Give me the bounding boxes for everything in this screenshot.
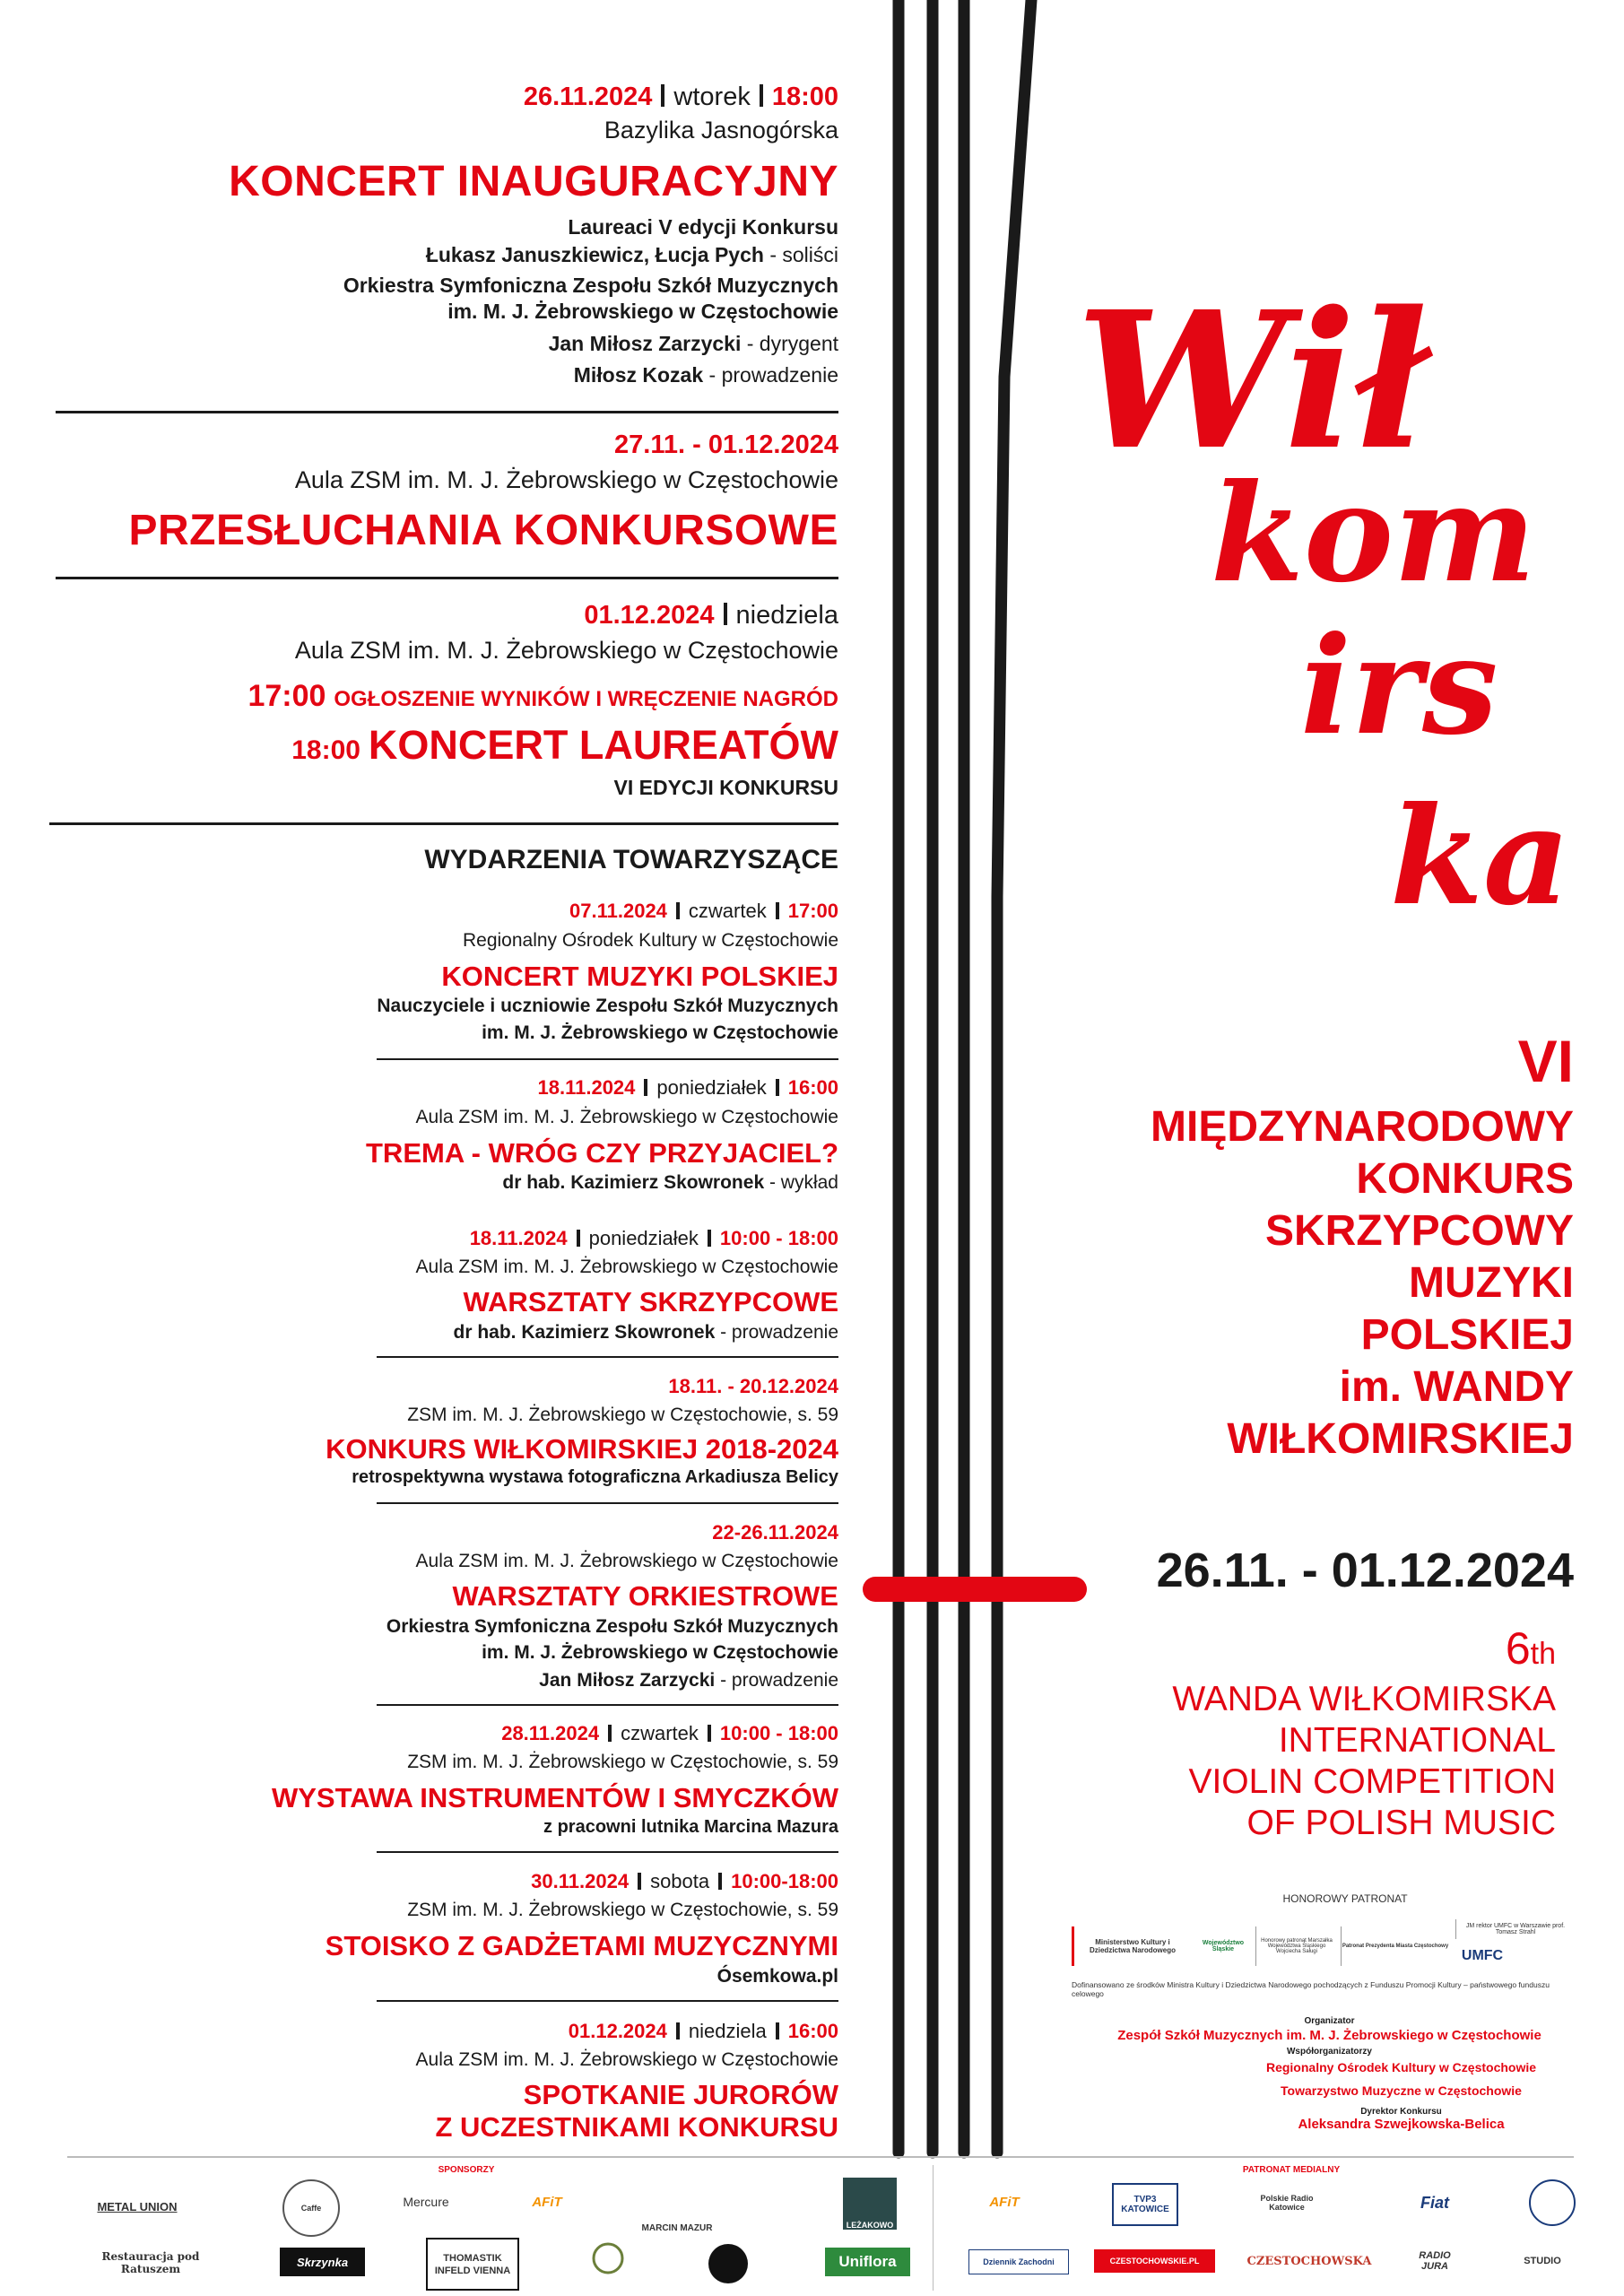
sponsor-logo: Skrzynka	[280, 2248, 365, 2276]
side5-d3: Jan Miłosz Zarzycki - prowadzenie	[539, 1670, 838, 1691]
script-line: ka	[1390, 778, 1571, 935]
side3-title: WARSZTATY SKRZYPCOWE	[463, 1286, 838, 1318]
media-logo: Fiat	[1420, 2193, 1449, 2212]
edition-number: VI	[1517, 1028, 1574, 1094]
bridge-bar	[863, 1577, 1087, 1602]
english-ordinal-suffix: th	[1530, 1637, 1556, 1671]
side-heading: WYDARZENIA TOWARZYSZĄCE	[424, 845, 838, 874]
headline-line: WIŁKOMIRSKIEJ	[1227, 1415, 1574, 1463]
event1-date: 26.11.2024	[523, 83, 653, 111]
sponsor-logo: LEŻAKOWO	[843, 2178, 897, 2230]
headline-line: POLSKIEJ	[1360, 1311, 1574, 1359]
media-logo: RADIO JURA	[1419, 2250, 1451, 2272]
sponsor-logo: Mercure	[403, 2195, 449, 2209]
side1-dateline: 07.11.2024 czwartek 17:00	[569, 900, 838, 922]
media-logo: CZESTOCHOWSKA	[1246, 2254, 1372, 2268]
sponsor-logo: MARCIN MAZUR	[641, 2223, 713, 2233]
umfc-logo: UMFC	[1461, 1948, 1504, 1963]
side8-title2: Z UCZESTNIKAMI KONKURSU	[435, 2111, 838, 2143]
coorganizer-tmc: Towarzystwo Muzyczne w Częstochowie	[1281, 2083, 1522, 2098]
ministry-logo: Ministerstwo Kultury i Dziedzictwa Narodowego	[1072, 1926, 1191, 1966]
media-logo	[1529, 2179, 1576, 2226]
side2-title: TREMA - WRÓG CZY PRZYJACIEL?	[366, 1137, 838, 1169]
event1-soloists: Łukasz Januszkiewicz, Łucja Pych - soliści	[425, 243, 838, 266]
side7-d1: Ósemkowa.pl	[716, 1966, 838, 1987]
side6-dateline: 28.11.2024 czwartek 10:00 - 18:00	[501, 1722, 838, 1744]
city-president-logo: Patronat Prezydenta Miasta Częstochowy	[1341, 1926, 1449, 1966]
event1-day: wtorek	[673, 83, 751, 111]
headline-line: MUZYKI	[1409, 1259, 1574, 1307]
side4-date: 18.11. - 20.12.2024	[668, 1375, 838, 1397]
event3-dateline: 01.12.2024 niedziela	[584, 601, 838, 630]
director-name: Aleksandra Szwejkowska-Belica	[1298, 2117, 1505, 2132]
headline-line: im. WANDY	[1339, 1363, 1574, 1411]
script-line: irs	[1300, 607, 1498, 765]
side8-title: SPOTKANIE JURORÓW	[523, 2079, 838, 2110]
sponsor-logo: Restauracja pod Ratuszem	[101, 2250, 200, 2275]
organizers	[1103, 2016, 1556, 2132]
organizer-name: Zespół Szkół Muzycznych im. M. J. Żebrowskiego w Częstochowie	[1117, 2028, 1541, 2043]
event1-detail: Laureaci V edycji Konkursu	[568, 215, 838, 239]
media-logo: AFiT	[989, 2194, 1020, 2210]
event3-venue: Aula ZSM im. M. J. Żebrowskiego w Częstochowie	[294, 637, 838, 664]
side5-venue: Aula ZSM im. M. J. Żebrowskiego w Częstochowie	[415, 1551, 838, 1571]
event2-date: 27.11. - 01.12.2024	[614, 430, 838, 459]
side5-date: 22-26.11.2024	[712, 1521, 838, 1544]
sponsor-logo	[708, 2244, 748, 2283]
sponsors-label: SPONSORZY	[438, 2165, 495, 2175]
side4-title: KONKURS WIŁKOMIRSKIEJ 2018-2024	[326, 1433, 838, 1465]
side5-d2: im. M. J. Żebrowskiego w Częstochowie	[482, 1642, 838, 1663]
event2-venue: Aula ZSM im. M. J. Żebrowskiego w Częstochowie	[294, 466, 838, 493]
event1-title: KONCERT INAUGURACYJNY	[229, 158, 838, 205]
event1-conductor: Jan Miłosz Zarzycki - dyrygent	[548, 332, 838, 355]
english-title	[1090, 1623, 1556, 1844]
script-line: Wił	[1076, 270, 1429, 491]
sponsor-logo	[581, 2231, 635, 2285]
sponsor-logo: METAL UNION	[97, 2199, 178, 2213]
sponsor-logo: THOMASTIK INFELD VIENNA	[426, 2238, 519, 2291]
media-logo: Dziennik Zachodni	[968, 2249, 1069, 2274]
event3-results: 17:00 OGŁOSZENIE WYNIKÓW I WRĘCZENIE NAGRÓD	[248, 679, 838, 713]
side2-d1: dr hab. Kazimierz Skowronek - wykład	[502, 1172, 838, 1193]
event2-title: PRZESŁUCHANIA KONKURSOWE	[128, 507, 838, 554]
side6-title: WYSTAWA INSTRUMENTÓW I SMYCZKÓW	[271, 1782, 838, 1813]
media-label: PATRONAT MEDIALNY	[1242, 2165, 1341, 2175]
sponsor-logo: AFiT	[532, 2194, 562, 2210]
side1-venue: Regionalny Ośrodek Kultury w Częstochowie	[462, 930, 838, 951]
side1-d2: im. M. J. Żebrowskiego w Częstochowie	[482, 1022, 838, 1043]
side7-title: STOISKO Z GADŻETAMI MUZYCZNYMI	[325, 1930, 838, 1961]
sponsor-logo: Uniflora	[825, 2248, 910, 2276]
patronage-row	[1072, 1919, 1574, 1973]
director-label: Dyrektor Konkursu	[1360, 2107, 1442, 2117]
side2-venue: Aula ZSM im. M. J. Żebrowskiego w Częstochowie	[415, 1107, 838, 1127]
english-ordinal: 6	[1505, 1623, 1531, 1674]
side1-d1: Nauczyciele i uczniowie Zespołu Szkół Muzycznych	[377, 996, 838, 1016]
footer-separator	[933, 2165, 934, 2291]
side1-title: KONCERT MUZYKI POLSKIEJ	[441, 961, 838, 992]
event1-orchestra: Orkiestra Symfoniczna Zespołu Szkół Muzycznych	[343, 274, 838, 297]
side7-dateline: 30.11.2024 sobota 10:00-18:00	[531, 1870, 838, 1892]
english-line: OF POLISH MUSIC	[1246, 1804, 1556, 1842]
event1-orchestra-city: im. M. J. Żebrowskiego w Częstochowie	[447, 300, 838, 323]
sponsor-logo: Caffe	[282, 2179, 340, 2237]
media-logo: CZESTOCHOWSKIE.PL	[1094, 2249, 1215, 2273]
headline	[1090, 1028, 1574, 1465]
event1-time: 18:00	[771, 83, 838, 111]
script-line: kom	[1211, 455, 1536, 613]
side5-d1: Orkiestra Symfoniczna Zespołu Szkół Muzycznych	[386, 1616, 838, 1637]
string-line	[997, 0, 1031, 2152]
footer-divider	[67, 2156, 1574, 2158]
silesia-logo: Województwo Śląskie	[1202, 1940, 1245, 1952]
headline-line: SKRZYPCOWY	[1264, 1207, 1574, 1255]
event1-host: Miłosz Kozak - prowadzenie	[573, 363, 838, 387]
side4-d1: retrospektywna wystawa fotograficzna Arkadiusza Belicy	[352, 1467, 838, 1487]
side7-venue: ZSM im. M. J. Żebrowskiego w Częstochowie, s. 59	[407, 1900, 838, 1920]
side6-d1: z pracowni lutnika Marcina Mazura	[543, 1817, 838, 1837]
english-line: INTERNATIONAL	[1278, 1721, 1556, 1760]
side8-dateline: 01.12.2024 niedziela 16:00	[568, 2020, 838, 2042]
media-logo: Polskie Radio Katowice	[1260, 2194, 1314, 2212]
english-line: VIOLIN COMPETITION	[1188, 1762, 1556, 1801]
patronage-label: HONOROWY PATRONAT	[1282, 1892, 1408, 1905]
side8-venue: Aula ZSM im. M. J. Żebrowskiego w Częstochowie	[415, 2049, 838, 2070]
side3-venue: Aula ZSM im. M. J. Żebrowskiego w Częstochowie	[415, 1257, 838, 1277]
event3-concert: 18:00 KONCERT LAUREATÓW	[291, 722, 838, 768]
funding-note: Dofinansowano ze środków Ministra Kultury i Dziedzictwa Narodowego pochodzących z Funduszu Promocji Kultury – państwowego funduszu celowego	[1072, 1980, 1550, 1998]
side5-title: WARSZTATY ORKIESTROWE	[452, 1580, 838, 1612]
competition-dates: 26.11. - 01.12.2024	[1156, 1544, 1574, 1597]
side-events	[49, 0, 838, 2170]
event1-venue: Bazylika Jasnogórska	[604, 117, 838, 144]
headline-line: MIĘDZYNARODOWY	[1151, 1103, 1574, 1151]
coorganizers-label: Współorganizatorzy	[1286, 2047, 1372, 2057]
media-logo: STUDIO	[1524, 2256, 1561, 2266]
side2-dateline: 18.11.2024 poniedziałek 16:00	[537, 1076, 838, 1099]
english-line: WANDA WIŁKOMIRSKA	[1172, 1680, 1556, 1718]
marshal-patronage: Honorowy patronat Marszałka Województwa Śląskiego Wojciecha Saługi	[1255, 1926, 1337, 1966]
media-logo: TVP3 KATOWICE	[1112, 2183, 1178, 2226]
headline-line: KONKURS	[1356, 1155, 1574, 1203]
rector-patronage: JM rektor UMFC w Warszawie prof. Tomasz Strahl	[1455, 1919, 1575, 1939]
side3-d1: dr hab. Kazimierz Skowronek - prowadzenie	[453, 1322, 838, 1343]
event3-sub: VI EDYCJI KONKURSU	[613, 776, 838, 799]
organizer-label: Organizator	[1304, 2016, 1355, 2026]
side3-dateline: 18.11.2024 poniedziałek 10:00 - 18:00	[469, 1227, 838, 1249]
coorganizer-rok: Regionalny Ośrodek Kultury w Częstochowie	[1265, 2060, 1537, 2074]
side6-venue: ZSM im. M. J. Żebrowskiego w Częstochowie, s. 59	[407, 1752, 838, 1772]
script-title	[1058, 270, 1596, 1022]
side4-venue: ZSM im. M. J. Żebrowskiego w Częstochowie, s. 59	[407, 1405, 838, 1425]
